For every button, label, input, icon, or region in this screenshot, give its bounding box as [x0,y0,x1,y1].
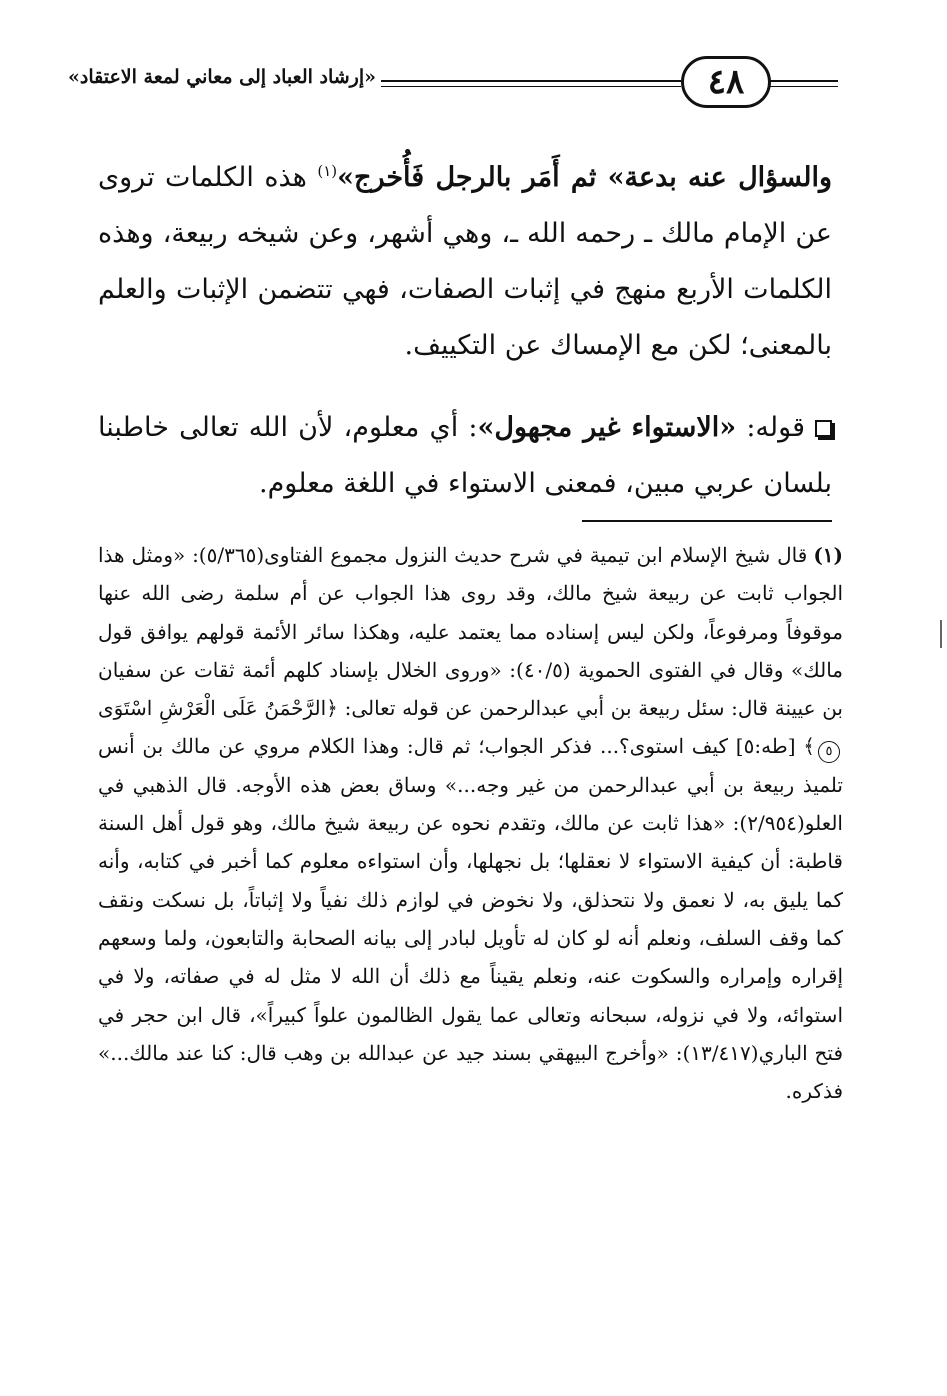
footnote-text-part1: قال شيخ الإسلام ابن تيمية في شرح حديث النزول مجموع الفتاوى(٥/٣٦٥): «ومثل هذا الجواب ثابت عن ربيعة شيخ مالك، وقد روى هذا الجواب عن أم سلمة رضى الله عنها موقوفاً ومرفوعاً، ولكن ليس إسناده مما يعتمد عليه، وهكذا سائر الأئمة قولهم يوافق قول مالك» وقال في الفتوى الحموية (٤٠/٥): «وروى الخلال بإسناد كلهم أئمة ثقات عن سفيان بن عيينة قال: سئل ربيعة بن أبي عبدالرحمن عن قوله تعالى: ﴿الرَّحْمَنُ عَلَى الْعَرْشِ اسْتَوَى [98,543,843,721]
paragraph-1 [98,150,832,374]
ayah-end-ornament-icon: ٥ [818,741,840,763]
footnote-marker: (١) [317,162,338,180]
footnote-text-part2: ﴾ [طه:٥] كيف استوى؟... فذكر الجواب؛ ثم قال: وهذا الكلام مروي عن مالك بن أنس تلميذ ربيعة بن أبي عبدالرحمن من غير وجه...» وساق بعض هذه الأوجه. قال الذهبي في العلو(٢/٩٥٤): «هذا ثابت عن مالك، وتقدم نحوه عن ربيعة شيخ مالك، وهو قول أهل السنة قاطبة: أن كيفية الاستواء لا نعقلها؛ بل نجهلها، وأن استواءه معلوم كما أخبر في كتابه، وأنه كما يليق به، لا نعمق ولا نتحذلق، ولا نخوض في لوازم ذلك نفياً ولا إثباتاً، بل نسكت ونقف كما وقف السلف، ونعلم أنه لو كان له تأويل لبادر إلى بيانه الصحابة والتابعون، ولما وسعهم إقراره وإمراره والسكوت عنه، ونعلم يقيناً مع ذلك أن الله لا مثل له في صفاته، ولا في استوائه، ولا في نزوله، سبحانه وتعالى عما يقول الظالمون علواً كبيراً»، قال ابن حجر في فتح الباري(١٣/٤١٧): «وأخرج البيهقي بسند جيد عن عبدالله بن وهب قال: كنا عند مالك...» فذكره. [98,734,844,1104]
scan-mark [940,620,942,648]
header-rule-left-thin [381,86,681,87]
page-number: ٤٨ [681,56,771,108]
header-rule-left [381,80,681,82]
page-header [0,50,947,120]
paragraph-gap [98,374,832,400]
header-rule-right-thin [770,86,838,87]
header-rule-right [770,80,838,82]
hollow-square-icon [815,420,832,437]
paragraph-1-text: هذه الكلمات تروى عن الإمام مالك ـ رحمه الله ـ، وهي أشهر، وعن شيخه ربيعة، وهذه الكلمات الأربع منهج في إثبات الصفات، فهي تتضمن الإثبات والعلم بالمعنى؛ لكن مع الإمساك عن التكييف. [98,162,832,361]
paragraph-2-text: : أي معلوم، لأن الله تعالى خاطبنا بلسان عربي مبين، فمعنى الاستواء في اللغة معلوم. [98,412,832,499]
paragraph-2 [98,400,832,512]
footnote-divider [582,520,832,522]
footnote-label: (١) [813,543,843,567]
main-text [98,150,832,512]
bold-quote: «الاستواء غير مجهول» [477,412,737,443]
paragraph-2-prefix: قوله: [736,412,805,443]
footnotes [98,536,843,1110]
running-title: «إرشاد العباد إلى معاني لمعة الاعتقاد» [68,66,376,88]
bold-lead: والسؤال عنه بدعة» ثم أَمَر بالرجل فَأُخرج» [337,162,832,193]
